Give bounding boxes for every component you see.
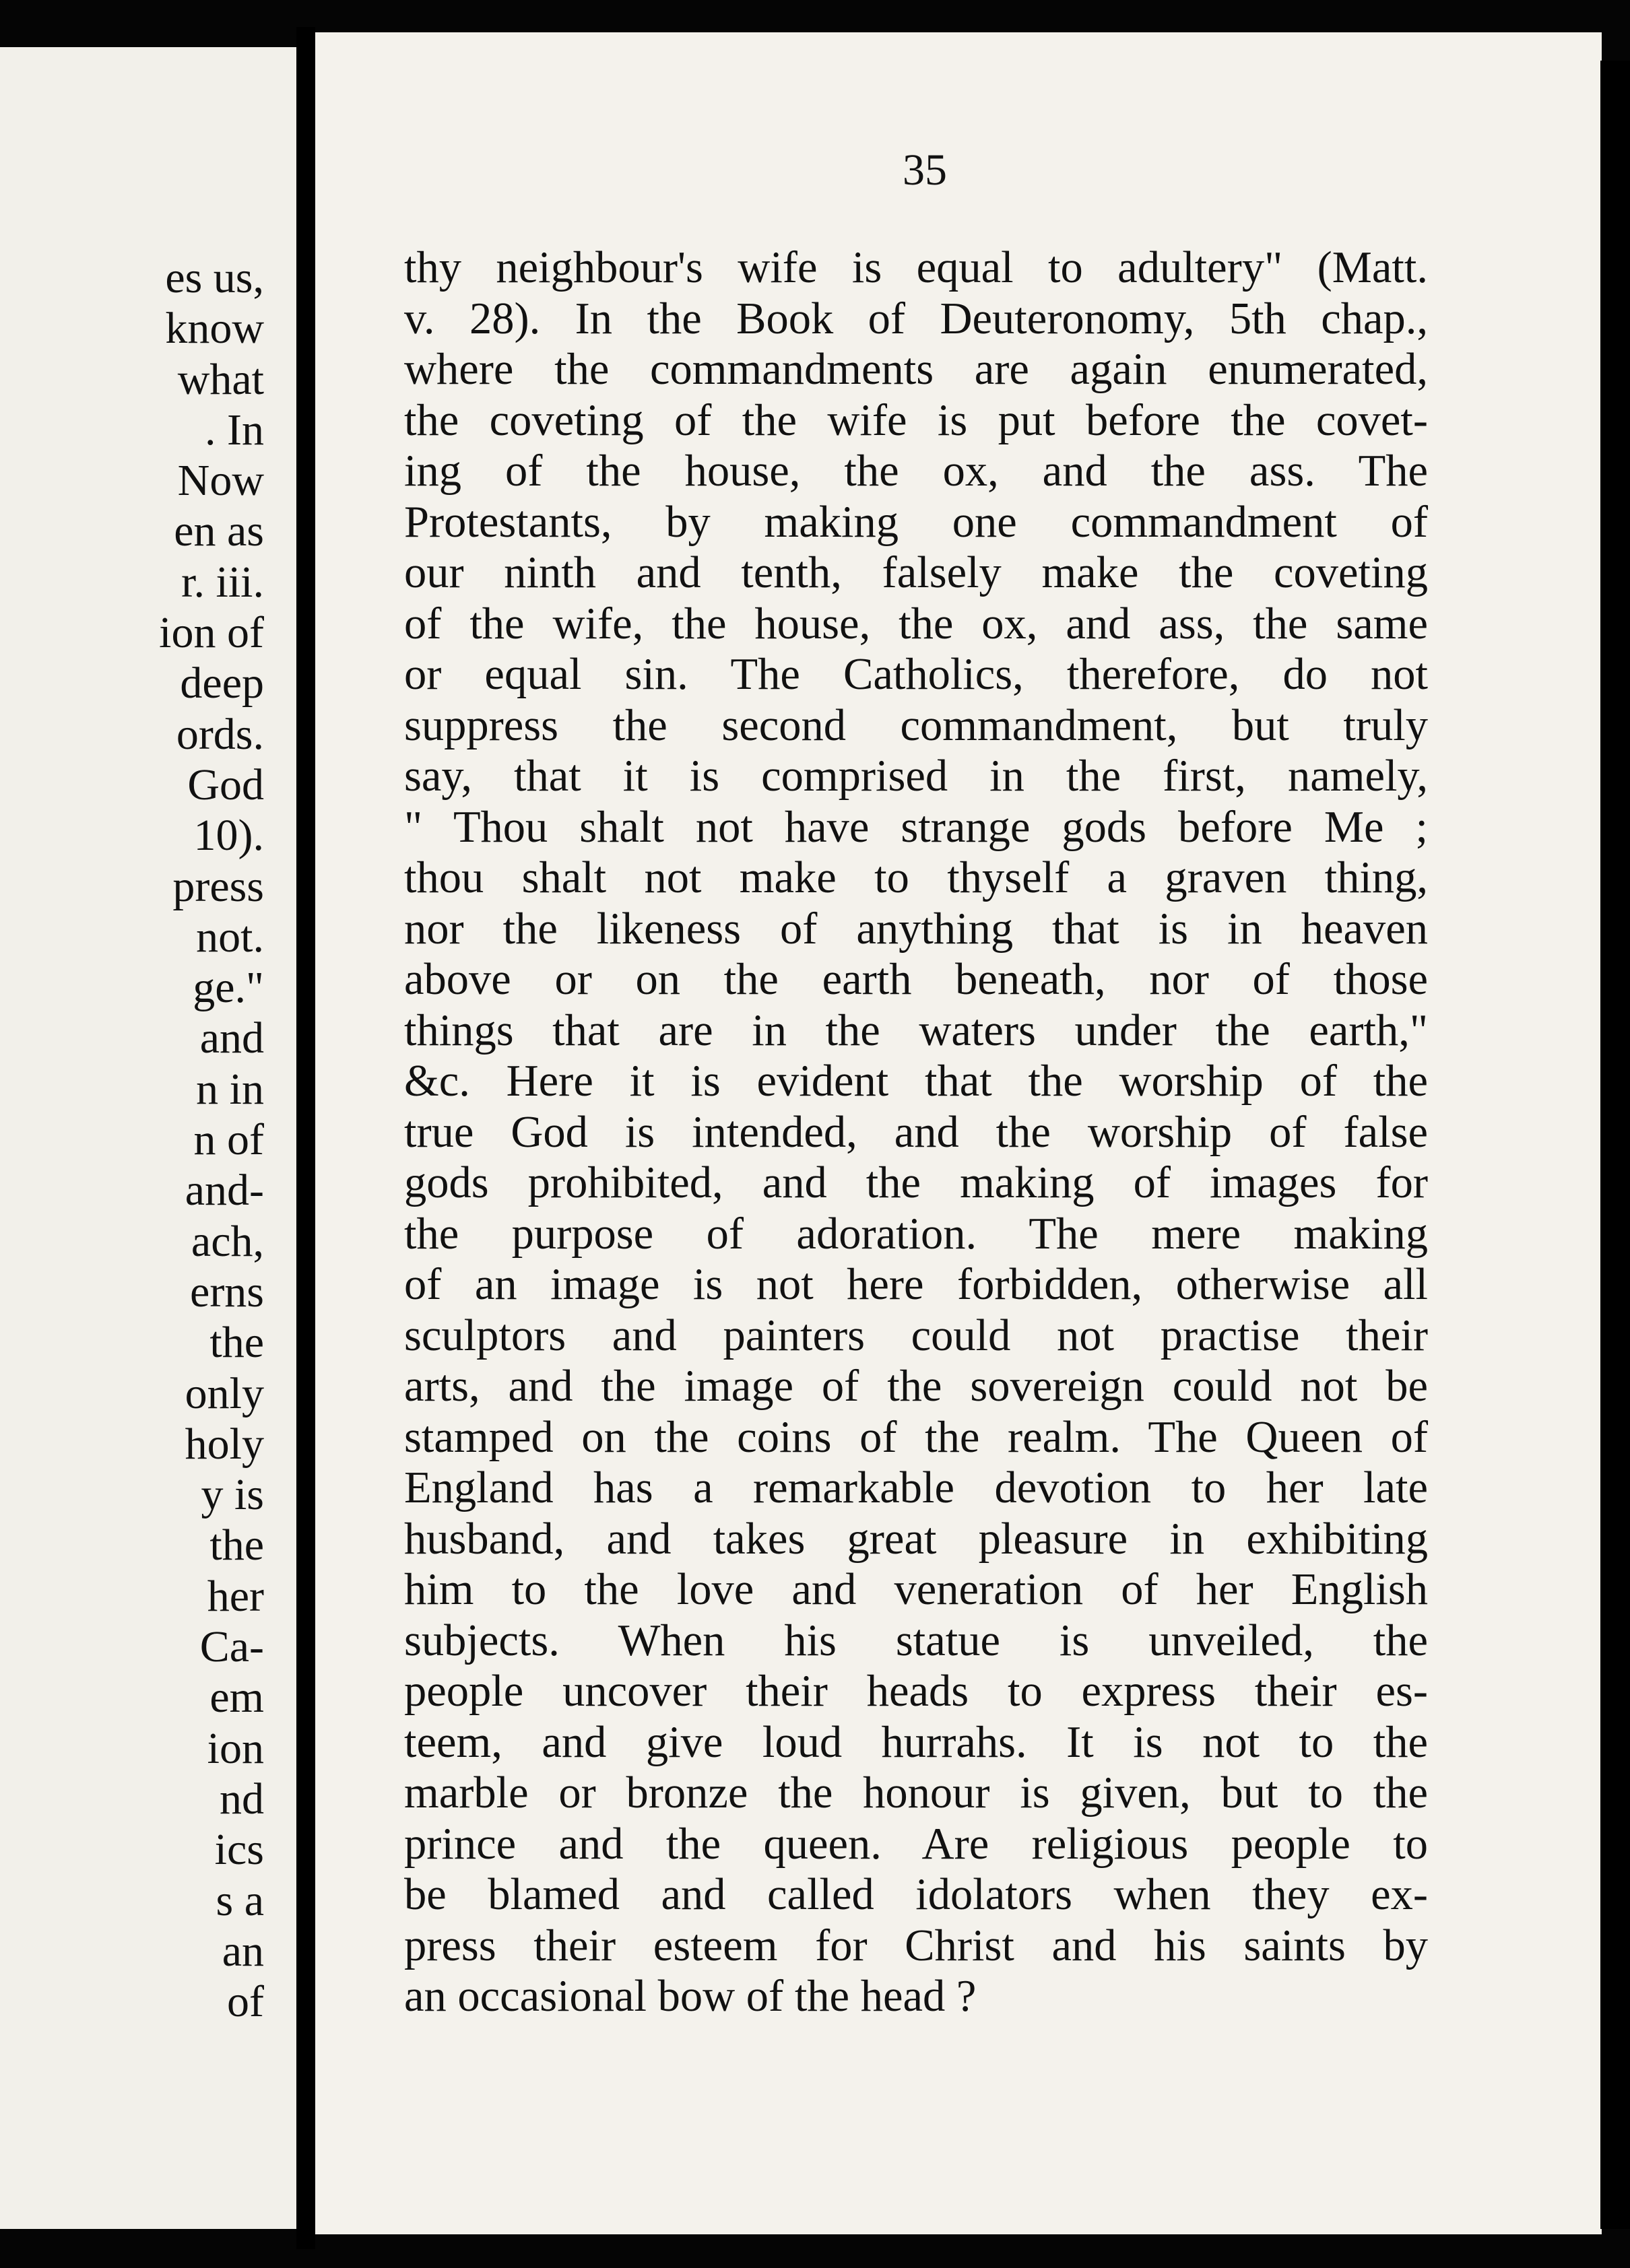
- left-page-line: and-: [185, 1166, 264, 1215]
- body-line: &c. Here it is evident that the worship of the: [404, 1057, 1428, 1106]
- body-line: husband, and takes great pleasure in exhibiting: [404, 1514, 1428, 1564]
- left-page-line: of: [227, 1977, 264, 2027]
- body-line: our ninth and tenth, falsely make the coveting: [404, 548, 1428, 597]
- left-page-line: ach,: [191, 1216, 264, 1266]
- left-page-line: es us,: [165, 253, 264, 302]
- left-page-line: God: [187, 760, 264, 809]
- left-page-line: holy: [185, 1419, 264, 1469]
- left-page-line: r. iii.: [181, 557, 264, 607]
- body-line: England has a remarkable devotion to her late: [404, 1463, 1428, 1512]
- left-page-line: ords.: [176, 709, 264, 759]
- left-page: [0, 47, 296, 2229]
- body-line: thou shalt not make to thyself a graven thing,: [404, 853, 1428, 902]
- left-page-line: . In: [205, 405, 264, 455]
- body-line: stamped on the coins of the realm. The Queen of: [404, 1412, 1428, 1462]
- left-page-line: the: [209, 1521, 264, 1570]
- page-edge-shadow: [1600, 61, 1630, 2229]
- body-line: Protestants, by making one commandment of: [404, 497, 1428, 547]
- left-page-line: 10).: [193, 811, 264, 861]
- body-line: subjects. When his statue is unveiled, the: [404, 1615, 1428, 1665]
- left-page-line: Now: [177, 456, 264, 506]
- left-page-line: nd: [220, 1774, 264, 1824]
- book-gutter: [296, 27, 315, 2249]
- body-line: gods prohibited, and the making of images for: [404, 1158, 1428, 1207]
- body-line: sculptors and painters could not practise their: [404, 1310, 1428, 1360]
- body-line: the purpose of adoration. The mere making: [404, 1209, 1428, 1259]
- left-page-text: [159, 253, 264, 2027]
- body-line: thy neighbour's wife is equal to adultery" (Matt.: [404, 243, 1428, 292]
- left-page-line: what: [177, 354, 264, 404]
- body-line: arts, and the image of the sovereign could not be: [404, 1362, 1428, 1411]
- body-line: ing of the house, the ox, and the ass. The: [404, 446, 1428, 496]
- body-line: be blamed and called idolators when they ex-: [404, 1870, 1428, 1919]
- body-line: people uncover their heads to express their es-: [404, 1667, 1428, 1716]
- body-line: nor the likeness of anything that is in heaven: [404, 904, 1428, 954]
- body-line: teem, and give loud hurrahs. It is not to the: [404, 1717, 1428, 1767]
- body-line: an occasional bow of the head ?: [404, 1972, 977, 2021]
- body-line: of the wife, the house, the ox, and ass, the same: [404, 599, 1428, 648]
- left-page-line: s a: [216, 1875, 264, 1925]
- left-page-line: ion: [207, 1723, 264, 1773]
- left-page-line: an: [222, 1926, 264, 1976]
- body-line: the coveting of the wife is put before the covet-: [404, 395, 1428, 445]
- left-page-line: deep: [180, 659, 264, 708]
- left-page-line: know: [165, 304, 264, 354]
- body-line: above or on the earth beneath, nor of those: [404, 955, 1428, 1004]
- body-line: " Thou shalt not have strange gods before Me ;: [404, 802, 1428, 852]
- left-page-line: n in: [196, 1064, 264, 1114]
- body-line: press their esteem for Christ and his saints by: [404, 1921, 1428, 1970]
- left-page-line: ge.": [193, 963, 264, 1013]
- left-page-line: the: [209, 1318, 264, 1368]
- body-line: suppress the second commandment, but truly: [404, 700, 1428, 750]
- left-page-line: y is: [201, 1470, 264, 1520]
- left-page-line: and: [199, 1013, 264, 1063]
- left-page-line: Ca-: [199, 1622, 264, 1672]
- left-page-line: erns: [190, 1267, 264, 1316]
- left-page-line: n of: [193, 1115, 264, 1165]
- body-line: things that are in the waters under the earth,": [404, 1005, 1428, 1055]
- body-line: v. 28). In the Book of Deuteronomy, 5th chap.,: [404, 294, 1428, 343]
- body-line: or equal sin. The Catholics, therefore, do not: [404, 650, 1428, 699]
- body-line: where the commandments are again enumerated,: [404, 345, 1428, 394]
- body-line: prince and the queen. Are religious people to: [404, 1819, 1428, 1869]
- left-page-line: press: [172, 861, 264, 911]
- body-line: true God is intended, and the worship of false: [404, 1107, 1428, 1157]
- left-page-line: her: [207, 1571, 264, 1621]
- left-page-line: ion of: [159, 608, 264, 658]
- left-page-line: only: [185, 1368, 264, 1418]
- body-line: say, that it is comprised in the first, namely,: [404, 752, 1428, 801]
- page-body-text: [404, 242, 1428, 2022]
- body-line: of an image is not here forbidden, otherwise all: [404, 1260, 1428, 1309]
- left-page-line: em: [209, 1673, 264, 1723]
- left-page-line: en as: [174, 506, 264, 556]
- left-page-line: not.: [196, 912, 264, 962]
- left-page-line: ics: [214, 1825, 264, 1875]
- body-line: marble or bronze the honour is given, but to the: [404, 1768, 1428, 1817]
- page-number: 35: [903, 145, 947, 195]
- body-line: him to the love and veneration of her English: [404, 1565, 1428, 1614]
